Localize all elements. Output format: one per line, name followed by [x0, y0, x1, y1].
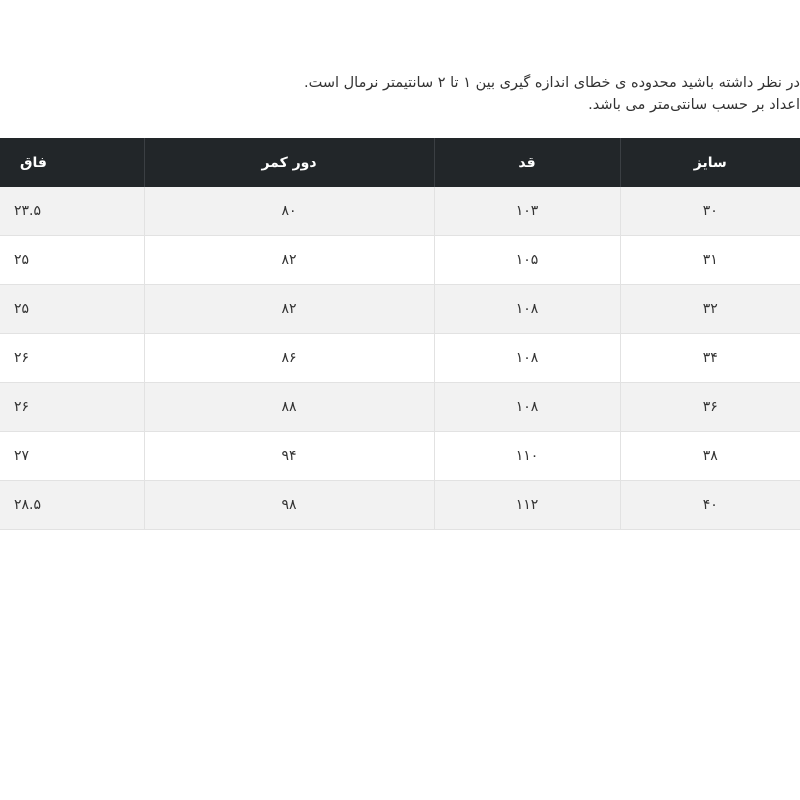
header-size: سایز	[620, 138, 800, 187]
notes	[0, 72, 800, 116]
cell-height: ۱۱۲	[434, 481, 620, 530]
cell-size: ۳۴	[620, 334, 800, 383]
table-row	[0, 383, 800, 432]
cell-size: ۳۶	[620, 383, 800, 432]
table-row	[0, 187, 800, 236]
table-row	[0, 236, 800, 285]
cell-waist: ۸۸	[144, 383, 434, 432]
cell-fagh: ۲۷	[0, 432, 144, 481]
size-table	[0, 138, 800, 530]
cell-size: ۳۰	[620, 187, 800, 236]
cell-waist: ۸۲	[144, 285, 434, 334]
cell-fagh: ۲۸.۵	[0, 481, 144, 530]
cell-fagh: ۲۳.۵	[0, 187, 144, 236]
cell-fagh: ۲۵	[0, 236, 144, 285]
header-waist: دور کمر	[144, 138, 434, 187]
cell-height: ۱۰۸	[434, 383, 620, 432]
cell-fagh: ۲۶	[0, 383, 144, 432]
table-row	[0, 481, 800, 530]
table-header-row	[0, 138, 800, 187]
cell-size: ۳۱	[620, 236, 800, 285]
cell-size: ۴۰	[620, 481, 800, 530]
cell-waist: ۸۶	[144, 334, 434, 383]
table-row	[0, 285, 800, 334]
cell-waist: ۸۲	[144, 236, 434, 285]
units-note: اعداد بر حسب سانتی‌متر می باشد.	[588, 97, 800, 113]
cell-size: ۳۸	[620, 432, 800, 481]
measurement-error-note: در نظر داشته باشید محدوده ی خطای اندازه گیری بین ۱ تا ۲ سانتیمتر نرمال است.	[303, 75, 800, 91]
table-row	[0, 334, 800, 383]
cell-height: ۱۰۳	[434, 187, 620, 236]
cell-height: ۱۰۸	[434, 334, 620, 383]
cell-fagh: ۲۶	[0, 334, 144, 383]
cell-waist: ۹۸	[144, 481, 434, 530]
cell-fagh: ۲۵	[0, 285, 144, 334]
header-fagh: فاق	[0, 138, 144, 187]
cell-waist: ۹۴	[144, 432, 434, 481]
cell-size: ۳۲	[620, 285, 800, 334]
cell-height: ۱۰۸	[434, 285, 620, 334]
cell-waist: ۸۰	[144, 187, 434, 236]
table-row	[0, 432, 800, 481]
header-height: قد	[434, 138, 620, 187]
cell-height: ۱۱۰	[434, 432, 620, 481]
cell-height: ۱۰۵	[434, 236, 620, 285]
